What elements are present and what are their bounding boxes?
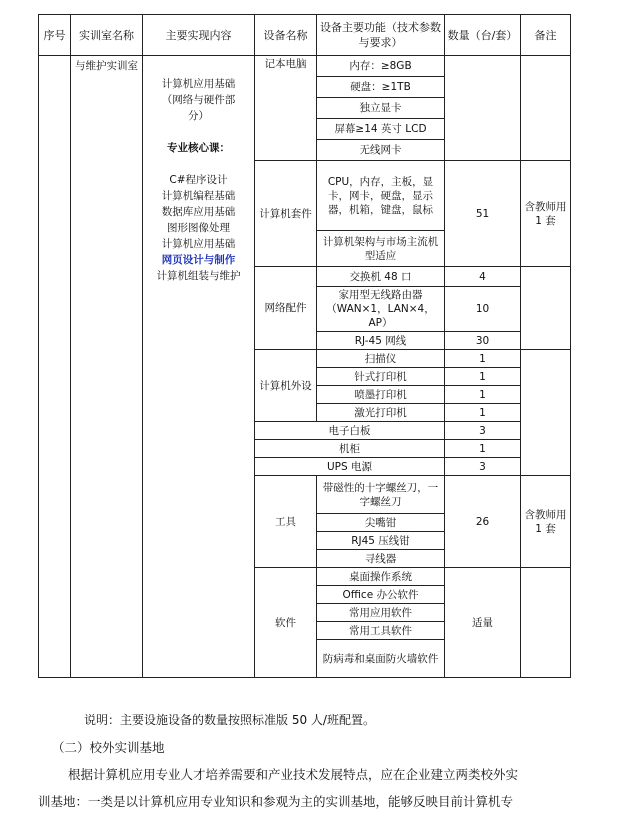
network-spec: 交换机 48 口 — [317, 267, 445, 287]
pc-set-spec: 计算机架构与市场主流机型适应 — [317, 231, 445, 267]
footnote: 说明：主要设施设备的数量按照标准版 50 人/班配置。 — [84, 713, 375, 727]
equipment-table — [38, 14, 571, 678]
misc-spec: 机柜 — [255, 440, 445, 458]
content-line: 分） — [188, 110, 209, 122]
tools-note: 含教师用 1 套 — [521, 476, 571, 568]
pc-set-qty: 51 — [445, 161, 521, 267]
misc-spec: UPS 电源 — [255, 458, 445, 476]
laptop-qty — [445, 56, 521, 161]
peripheral-spec: 针式打印机 — [317, 368, 445, 386]
software-qty: 适量 — [445, 568, 521, 678]
tools-spec: 尖嘴钳 — [317, 514, 445, 532]
content-line: 计算机编程基础 — [161, 190, 236, 202]
misc-spec: 电子白板 — [255, 422, 445, 440]
content-line: （网络与硬件部 — [161, 94, 236, 106]
peripheral-qty: 1 — [445, 386, 521, 404]
laptop-spec: 屏幕≥14 英寸 LCD — [317, 119, 445, 140]
content-line: 计算机组装与维护 — [156, 270, 241, 282]
web-design-link[interactable]: 网页设计与制作 — [161, 254, 236, 266]
software-spec: 常用工具软件 — [317, 622, 445, 640]
laptop-spec: 无线网卡 — [317, 140, 445, 161]
header-note: 备注 — [521, 15, 571, 56]
peripheral-note — [521, 350, 571, 476]
laptop-spec: 硬盘：≥1TB — [317, 77, 445, 98]
peripheral-device: 计算机外设 — [255, 350, 317, 422]
peripheral-qty: 1 — [445, 350, 521, 368]
header-room: 实训室名称 — [71, 15, 143, 56]
network-spec: 家用型无线路由器（WAN×1，LAN×4，AP） — [317, 287, 445, 332]
laptop-device: 记本电脑 — [255, 56, 317, 161]
paragraph-line: 训基地：一类是以计算机应用专业知识和参观为主的实训基地，能够反映目前计算机专 — [38, 794, 514, 809]
laptop-spec: 独立显卡 — [317, 98, 445, 119]
software-spec: 防病毒和桌面防火墙软件 — [317, 640, 445, 678]
tools-qty: 26 — [445, 476, 521, 568]
header-row — [39, 15, 571, 56]
room-cell: 与维护实训室 — [71, 56, 143, 678]
network-spec: RJ-45 网线 — [317, 332, 445, 350]
section-heading: （二）校外实训基地 — [52, 740, 165, 755]
peripheral-spec: 扫描仪 — [317, 350, 445, 368]
software-spec: 桌面操作系统 — [317, 568, 445, 586]
software-device: 软件 — [255, 568, 317, 678]
laptop-note — [521, 56, 571, 161]
header-qty: 数量（台/套） — [445, 15, 521, 56]
content-line: C#程序设计 — [169, 174, 228, 186]
content-line: 数据库应用基础 — [161, 206, 236, 218]
network-qty: 30 — [445, 332, 521, 350]
software-spec: 常用应用软件 — [317, 604, 445, 622]
content-line: 图形图像处理 — [167, 222, 230, 234]
tools-spec: 带磁性的十字螺丝刀，一字螺丝刀 — [317, 476, 445, 514]
pc-set-spec: CPU，内存，主板，显卡，网卡，硬盘，显示器，机箱，键盘，鼠标 — [317, 161, 445, 231]
equipment-table-wrapper — [38, 14, 570, 678]
header-content: 主要实现内容 — [143, 15, 255, 56]
peripheral-spec: 喷墨打印机 — [317, 386, 445, 404]
tools-device: 工具 — [255, 476, 317, 568]
network-device: 网络配件 — [255, 267, 317, 350]
header-device: 设备名称 — [255, 15, 317, 56]
pc-set-device: 计算机套件 — [255, 161, 317, 267]
peripheral-qty: 1 — [445, 404, 521, 422]
paragraph-line: 根据计算机应用专业人才培养需要和产业技术发展特点，应在企业建立两类校外实 — [68, 767, 519, 782]
network-qty: 4 — [445, 267, 521, 287]
tools-spec: RJ45 压线钳 — [317, 532, 445, 550]
misc-qty: 1 — [445, 440, 521, 458]
peripheral-qty: 1 — [445, 368, 521, 386]
network-qty: 10 — [445, 287, 521, 332]
laptop-spec: 内存：≥8GB — [317, 56, 445, 77]
misc-qty: 3 — [445, 422, 521, 440]
content-line: 计算机应用基础 — [161, 238, 236, 250]
seq-cell — [39, 56, 71, 678]
header-seq: 序号 — [39, 15, 71, 56]
software-note — [521, 568, 571, 678]
tools-spec: 寻线器 — [317, 550, 445, 568]
content-line: 计算机应用基础 — [161, 78, 236, 90]
software-spec: Office 办公软件 — [317, 586, 445, 604]
peripheral-spec: 激光打印机 — [317, 404, 445, 422]
table-row — [39, 56, 571, 77]
content-cell — [143, 56, 255, 678]
misc-qty: 3 — [445, 458, 521, 476]
header-function: 设备主要功能（技术参数与要求） — [317, 15, 445, 56]
core-course-heading: 专业核心课： — [167, 142, 230, 154]
network-note — [521, 267, 571, 350]
pc-set-note: 含教师用 1 套 — [521, 161, 571, 267]
